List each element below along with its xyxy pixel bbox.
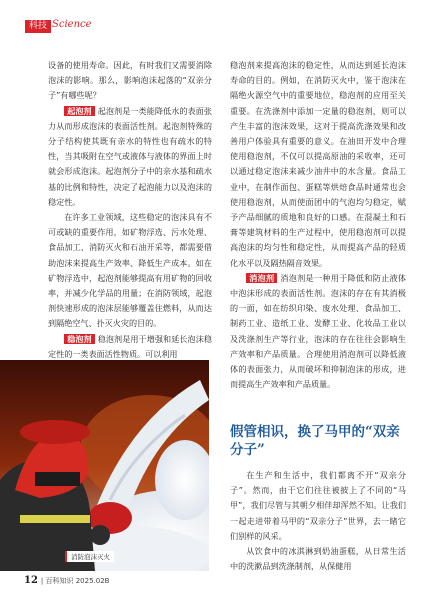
firefighter-photo	[0, 360, 209, 571]
right-column	[230, 58, 406, 392]
paragraph	[48, 332, 212, 362]
paragraph	[48, 104, 212, 210]
page-header	[0, 0, 427, 38]
section-tag-english: Science	[52, 19, 92, 30]
section-tag: 科技	[25, 20, 51, 33]
section-body	[230, 468, 406, 574]
paragraph: 从饮食中的冰淇淋到奶油蛋糕，从日常生活中的洗漱品到洗涤制剂，从保健用	[230, 546, 406, 572]
paragraph-text: 起泡剂是一类能降低水的表面张力从而形成泡沫的表面活性剂。起泡剂特殊的分子结构使其既有亲水的特性也有疏水的特性，当其吸附在空气或液体与液体的界面上时就会形成泡沫。起泡剂分子中的亲水基和疏水基的比例和特性，决定了起泡能力以及泡沫的稳定性。	[48, 105, 212, 207]
left-column	[48, 58, 212, 362]
paragraph: 设备的使用寿命。因此，有时我们又需要消除泡沫的影响。那么，影响泡沫起落的“双亲分子”有哪些呢？	[48, 60, 212, 101]
page-number: 12	[24, 575, 38, 586]
page-footer	[24, 575, 109, 586]
keyword-badge: 消泡剂	[246, 273, 277, 283]
paragraph-text: 消泡剂是一种用于降低和防止液体中泡沫形成的表面活性剂。泡沫的存在有其消极的一面，如在纺织印染、废水处理、食品加工、制药工业、造纸工业、发酵工业、化妆品工业以及洗涤剂生产等行业，泡沫的存在往往会影响生产效率和产品质量。合理使用消泡剂可以降低液体的表面张力，从而破坏和抑制泡沫的形成，进而提高生产效率和产品质量。	[230, 272, 406, 390]
firefighter-illustration	[0, 360, 209, 571]
paragraph	[230, 271, 406, 393]
keyword-badge: 稳泡剂	[64, 334, 95, 344]
paragraph-text: 稳泡剂是用于增强和延长泡沫稳定性的一类表面活性物质。可以利用	[48, 333, 212, 359]
paragraph: 稳泡剂来提高泡沫的稳定性，从而达到延长泡沫寿命的目的。例如，在消防灭火中，鉴于泡沫在隔绝火源空气中的重要地位，稳泡剂的应用至关重要。在洗涤剂中添加一定量的稳泡剂，则可以产生丰富的泡沫效果，这对于提高洗涤效果和改善用户体验具有重要的意义。在油田开发中合理使用稳泡剂，不仅可以提高原油的采收率，还可以通过稳定泡沫来减少油井中的水含量。食品工业中，在制作面包、蛋糕等烘焙食品时通常也会使用稳泡剂，从而使面团中的气泡均匀稳定，赋予产品细腻的质地和良好的口感。在混凝土和石膏等建筑材料的生产过程中，使用稳泡剂可以提高泡沫的均匀性和稳定性，从而提高产品的轻质化水平以及隔热隔音效果。	[230, 60, 406, 268]
section-heading: 假管相识，换了马甲的“双亲分子”	[230, 424, 400, 458]
journal-info: | 百科知识 2025.02B	[40, 577, 110, 585]
keyword-badge: 起泡剂	[64, 106, 95, 116]
photo-caption: 消防泡沫灭火	[65, 551, 114, 562]
paragraph: 在生产和生活中，我们都离不开“双亲分子”。然而，由于它们往往被披上了不同的“马甲”，我们尽管与其朝夕相伴却浑然不知。让我们一起走进带着马甲的“双亲分子”世界，去一睹它们别样的风采。	[230, 470, 406, 541]
paragraph: 在许多工业领域，这些稳定的泡沫具有不可或缺的重要作用，如矿物浮选、污水处理、食品加工、消防灭火和石油开采等，都需要借助泡沫来提高生产效率、降低生产成本。如在矿物浮选中，起泡剂能够提高有用矿物的回收率，并减少化学品的用量；在消防领域，起泡剂快速形成的泡沫层能够覆盖住燃料，从而达到隔绝空气、扑灭火灾的目的。	[48, 212, 212, 329]
